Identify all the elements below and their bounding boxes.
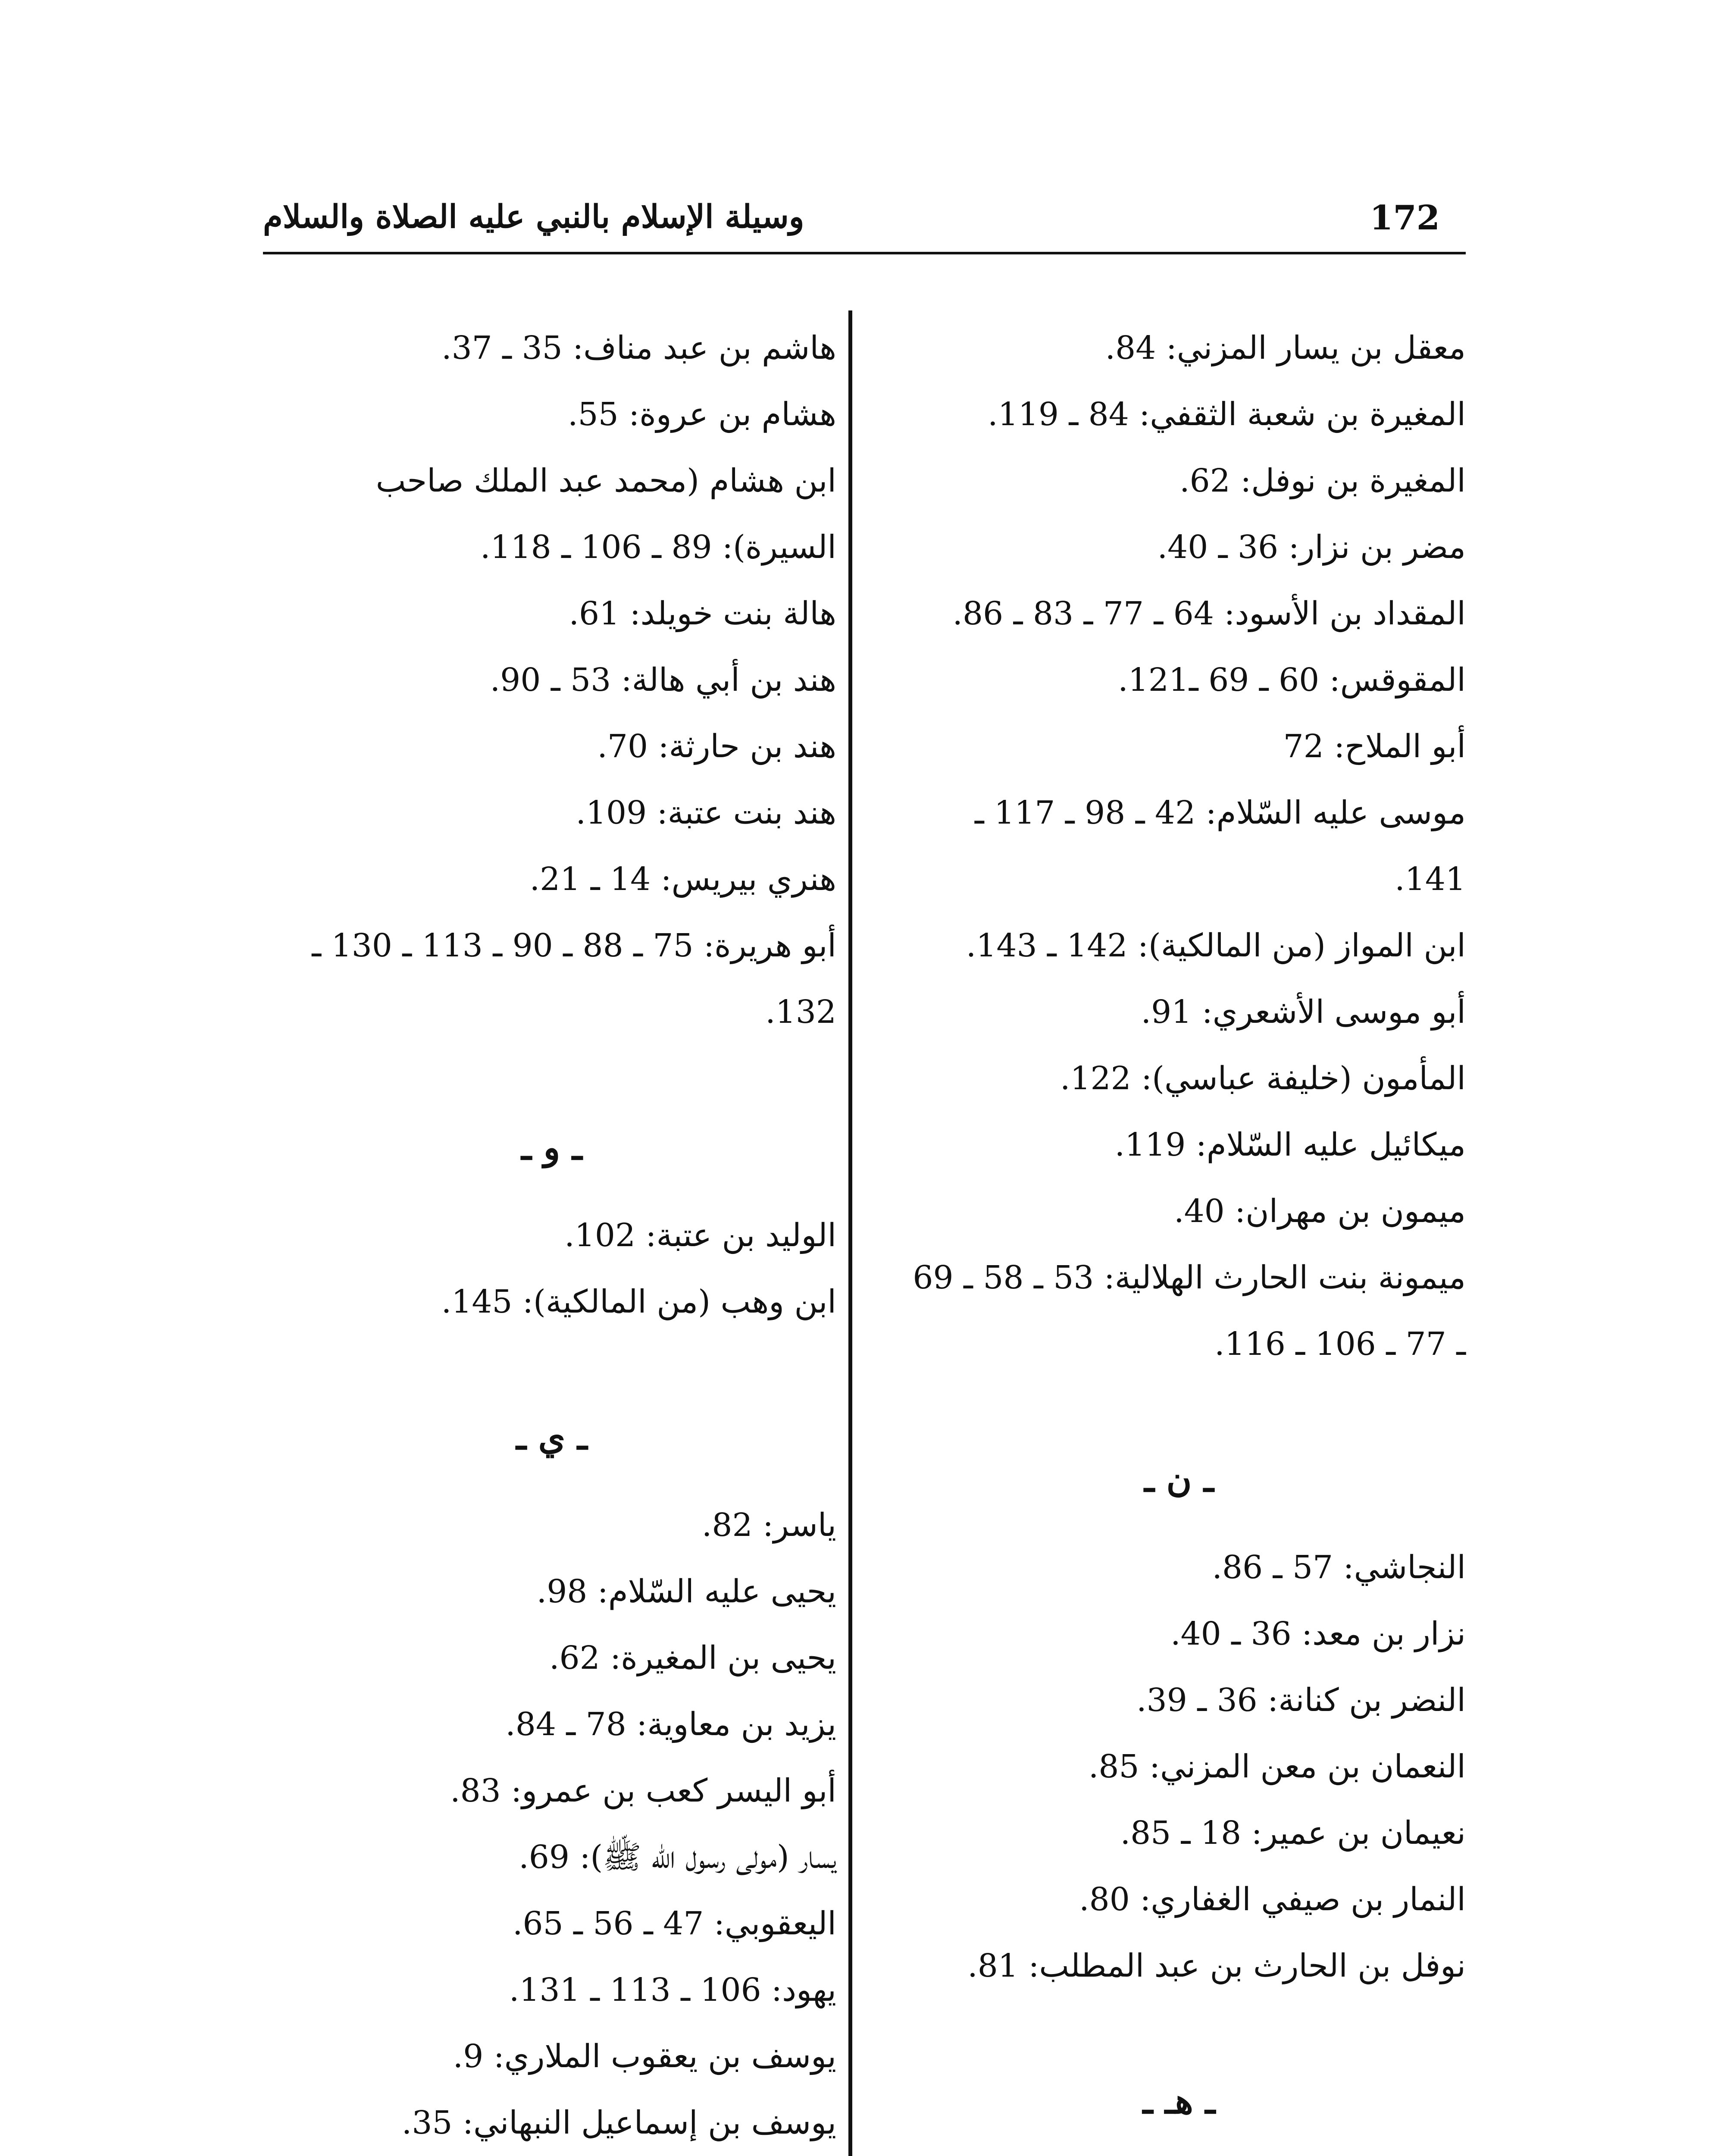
- index-entry: نوفل بن الحارث بن عبد المطلب: 81.: [967, 1947, 1466, 1984]
- index-entry: يهود: 106 ـ 113 ـ 131.: [509, 1971, 836, 2009]
- index-entry-continuation: ـ 77 ـ 106 ـ 116.: [1214, 1326, 1466, 1363]
- index-entry: هند بن حارثة: 70.: [597, 728, 836, 765]
- index-entry: ياسر: 82.: [701, 1507, 836, 1544]
- index-entry: النجاشي: 57 ـ 86.: [1212, 1549, 1466, 1586]
- index-entry: يزيد بن معاوية: 78 ـ 84.: [505, 1706, 836, 1743]
- index-entry: يسار (مولى رسول الله ﷺ): 69.: [519, 1839, 836, 1876]
- index-entry: هالة بنت خويلد: 61.: [569, 595, 836, 632]
- index-entry: أبو هريرة: 75 ـ 88 ـ 90 ـ 113 ـ 130 ـ: [312, 927, 836, 964]
- index-entry: أبو اليسر كعب بن عمرو: 83.: [450, 1772, 836, 1809]
- index-entry: الوليد بن عتبة: 102.: [564, 1217, 836, 1254]
- index-entry: مضر بن نزار: 36 ـ 40.: [1157, 529, 1466, 566]
- index-entry: ميمونة بنت الحارث الهلالية: 53 ـ 58 ـ 69: [913, 1259, 1466, 1296]
- index-entry-continuation: السيرة): 89 ـ 106 ـ 118.: [480, 529, 836, 566]
- index-entry: المغيرة بن شعبة الثقفي: 84 ـ 119.: [988, 396, 1466, 433]
- index-entry: موسى عليه السّلام: 42 ـ 98 ـ 117 ـ: [974, 794, 1466, 831]
- index-entry-continuation: 141.: [1395, 861, 1466, 898]
- index-entry-continuation: 132.: [765, 993, 836, 1031]
- index-entry: هنري بيريس: 14 ـ 21.: [529, 861, 836, 898]
- running-title: وسيلة الإسلام بالنبي عليه الصلاة والسلام: [263, 198, 804, 235]
- index-entry: ابن المواز (من المالكية): 142 ـ 143.: [966, 927, 1466, 964]
- index-entry: المقوقس: 60 ـ 69 ـ121.: [1118, 661, 1466, 699]
- index-entry: ابن هشام (محمد عبد الملك صاحب: [375, 462, 836, 499]
- section-heading-ya: ـ ي ـ: [516, 1417, 588, 1457]
- index-entry: ميمون بن مهران: 40.: [1174, 1193, 1466, 1230]
- index-entry: هشام بن عروة: 55.: [567, 396, 836, 433]
- header-rule: [263, 252, 1466, 254]
- index-entry: هاشم بن عبد مناف: 35 ـ 37.: [441, 329, 836, 367]
- index-entry: المغيرة بن نوفل: 62.: [1179, 462, 1466, 499]
- index-entry: النمار بن صيفي الغفاري: 80.: [1079, 1881, 1466, 1918]
- index-entry: نزار بن معد: 36 ـ 40.: [1170, 1615, 1466, 1652]
- index-column-right: [892, 315, 1466, 2156]
- index-entry: أبو الملاح: 72: [1283, 728, 1466, 765]
- index-column-left: [267, 315, 836, 2156]
- column-divider: [848, 310, 852, 2156]
- index-entry: ميكائيل عليه السّلام: 119.: [1114, 1126, 1466, 1163]
- section-heading-ha: ـ هـ ـ: [1142, 2081, 1216, 2122]
- index-entry: يوسف بن يعقوب الملاري: 9.: [453, 2038, 836, 2075]
- index-entry: المقداد بن الأسود: 64 ـ 77 ـ 83 ـ 86.: [952, 595, 1466, 632]
- page-header: [263, 190, 1466, 254]
- index-entry: النضر بن كنانة: 36 ـ 39.: [1136, 1682, 1466, 1719]
- index-entry: اليعقوبي: 47 ـ 56 ـ 65.: [512, 1905, 836, 1942]
- index-entry: هند بن أبي هالة: 53 ـ 90.: [490, 661, 836, 699]
- page-number: 172: [1370, 198, 1440, 238]
- index-entry: ابن وهب (من المالكية): 145.: [441, 1283, 836, 1320]
- index-entry: هند بنت عتبة: 109.: [576, 794, 836, 831]
- index-entry: النعمان بن معن المزني: 85.: [1088, 1748, 1466, 1785]
- index-entry: يحيى عليه السّلام: 98.: [536, 1573, 836, 1610]
- index-entry: المأمون (خليفة عباسي): 122.: [1060, 1060, 1466, 1097]
- index-entry: يحيى بن المغيرة: 62.: [549, 1639, 836, 1677]
- index-entry: معقل بن يسار المزني: 84.: [1105, 329, 1466, 367]
- section-heading-waw: ـ و ـ: [521, 1127, 582, 1168]
- index-entry: نعيمان بن عمير: 18 ـ 85.: [1120, 1814, 1466, 1852]
- index-entry: يوسف بن إسماعيل النبهاني: 35.: [401, 2104, 836, 2141]
- section-heading-nun: ـ ن ـ: [1144, 1459, 1214, 1500]
- index-entry: أبو موسى الأشعري: 91.: [1141, 993, 1466, 1031]
